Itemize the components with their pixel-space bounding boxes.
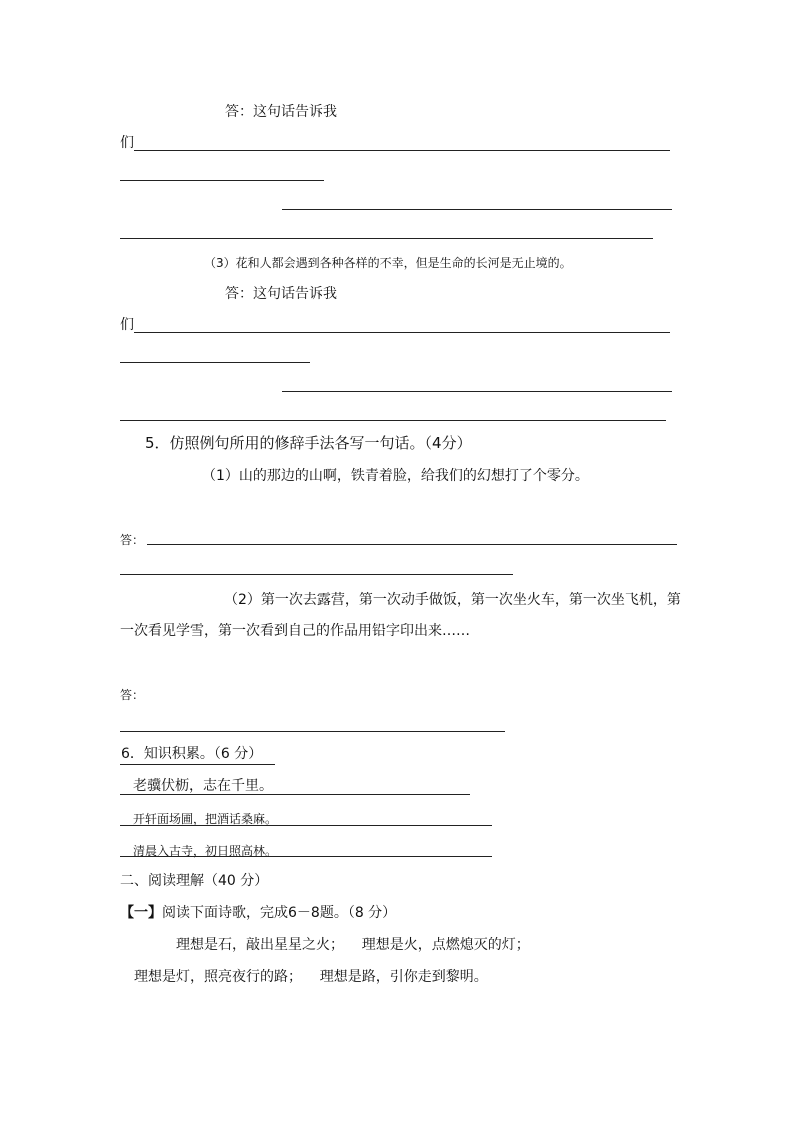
q6-heading: 6．知识积累。（6 分） (121, 746, 263, 762)
q4-2-answer-prefix: 答：这句话告诉我 (225, 104, 337, 120)
answer-line[interactable] (120, 362, 310, 363)
heading-underline (120, 764, 275, 765)
part1-bracket: 【一】 (120, 905, 162, 921)
q5-answer1-label: 答： (120, 533, 145, 547)
answer-line[interactable] (120, 825, 492, 826)
answer-line[interactable] (134, 150, 670, 151)
part1-instruction (120, 904, 396, 922)
poem-line-1: 理想是石，敲出星星之火； 理想是火，点燃熄灭的灯； (176, 937, 530, 953)
answer-line[interactable] (147, 544, 677, 545)
answer-line[interactable] (120, 180, 324, 181)
answer-line[interactable] (282, 209, 672, 210)
q4-3-answer-prefix: 答：这句话告诉我 (225, 286, 337, 302)
answer-line[interactable] (120, 238, 653, 239)
answer-line[interactable] (120, 731, 505, 732)
part1-text: 阅读下面诗歌，完成6－8题。（8 分） (162, 905, 397, 921)
section2-heading: 二、阅读理解（40 分） (120, 873, 269, 889)
poem-line-2: 理想是灯，照亮夜行的路； 理想是路，引你走到黎明。 (134, 969, 488, 985)
answer-line[interactable] (120, 420, 666, 421)
answer-line[interactable] (120, 794, 470, 795)
q4-3-answer-continuation: 们 (120, 317, 134, 333)
q5-item1: （1）山的那边的山啊，铁青着脸，给我们的幻想打了个零分。 (202, 468, 589, 484)
q5-item2-line2: 一次看见学雪，第一次看到自己的作品用铅字印出来…… (120, 623, 470, 639)
q6-line1: 老骥伏枥，志在千里。 (133, 778, 273, 794)
answer-line[interactable] (120, 856, 492, 857)
answer-line[interactable] (282, 391, 672, 392)
q4-2-answer-continuation: 们 (120, 135, 134, 151)
q6-line3: 清晨入古寺，初日照高林。 (133, 844, 278, 858)
q5-heading: 5．仿照例句所用的修辞手法各写一句话。（4分） (145, 434, 472, 452)
q5-answer2-label: 答： (120, 688, 145, 702)
q6-line2: 开轩面场圃，把酒话桑麻。 (133, 812, 278, 826)
q4-3-question: （3）花和人都会遇到各种各样的不幸，但是生命的长河是无止境的。 (204, 256, 572, 270)
answer-line[interactable] (134, 332, 670, 333)
answer-line[interactable] (120, 574, 513, 575)
q5-item2-line1: （2）第一次去露营，第一次动手做饭，第一次坐火车，第一次坐飞机，第 (224, 592, 681, 608)
